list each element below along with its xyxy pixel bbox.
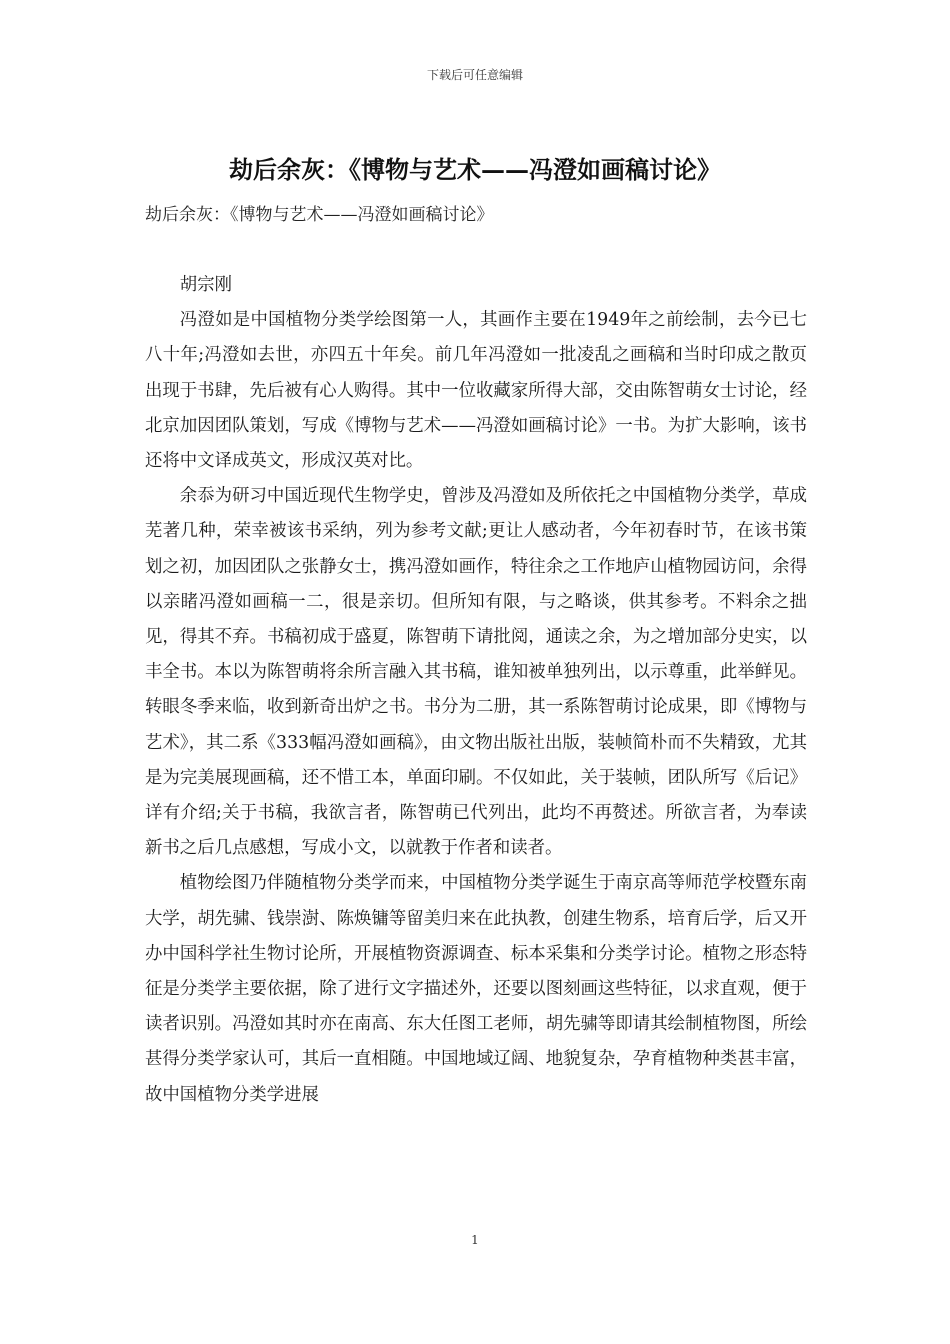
paragraph-3: 植物绘图乃伴随植物分类学而来，中国植物分类学诞生于南京高等师范学校暨东南大学，胡先骕、钱崇澍、陈焕镛等留美归来在此执教，创建生物系，培育后学，后又开办中国科学社生物讨论所，开展植物资源调查、标本采集和分类学讨论。植物之形态特征是分类学主要依据，除了进行文字描述外，还要以图刻画这些特征，以求直观，便于读者识别。冯澄如其时亦在南高、东大任图工老师，胡先骕等即请其绘制植物图，所绘甚得分类学家认可，其后一直相随。中国地域辽阔、地貌复杂，孕育植物种类甚丰富，故中国植物分类学进展 [145,873,807,1105]
paragraph-2: 余忝为研习中国近现代生物学史，曾涉及冯澄如及所依托之中国植物分类学，草成芜著几种，荣幸被该书采纳，列为参考文献;更让人感动者，今年初春时节，在该书策划之初，加因团队之张静女士，携冯澄如画作，特往余之工作地庐山植物园访问，余得以亲睹冯澄如画稿一二，很是亲切。但所知有限，与之略谈，供其参考。不料余之拙见，得其不弃。书稿初成于盛夏，陈智萌下请批阅，通读之余，为之增加部分史实，以丰全书。本以为陈智萌将余所言融入其书稿，谁知被单独列出，以示尊重，此举鲜见。转眼冬季来临，收到新奇出炉之书。书分为二册，其一系陈智萌讨论成果，即《博物与艺术》，其二系《333幅冯澄如画稿》，由文物出版社出版，装帧简朴而不失精致，尤其是为完美展现画稿，还不惜工本，单面印刷。不仅如此，关于装帧，团队所写《后记》详有介绍;关于书稿，我欲言者，陈智萌已代列出，此均不再赘述。所欲言者，为奉读新书之后几点感想，写成小文，以就教于作者和读者。 [145,486,807,859]
paragraph-1: 冯澄如是中国植物分类学绘图第一人，其画作主要在1949年之前绘制，去今已七八十年;冯澄如去世，亦四五十年矣。前几年冯澄如一批凌乱之画稿和当时印成之散页出现于书肆，先后被有心人购得。其中一位收藏家所得大部，交由陈智萌女士讨论，经北京加因团队策划，写成《博物与艺术——冯澄如画稿讨论》一书。为扩大影响，该书还将中文译成英文，形成汉英对比。 [145,310,807,472]
document-title: 劫后余灰：《博物与艺术——冯澄如画稿讨论》 [229,155,721,184]
document-subtitle: 劫后余灰：《博物与艺术——冯澄如画稿讨论》 [145,205,494,225]
author-name: 胡宗刚 [179,275,232,295]
header-note: 下载后可任意编辑 [426,68,523,82]
page-number: 1 [471,1233,479,1247]
document-body [145,268,807,1113]
